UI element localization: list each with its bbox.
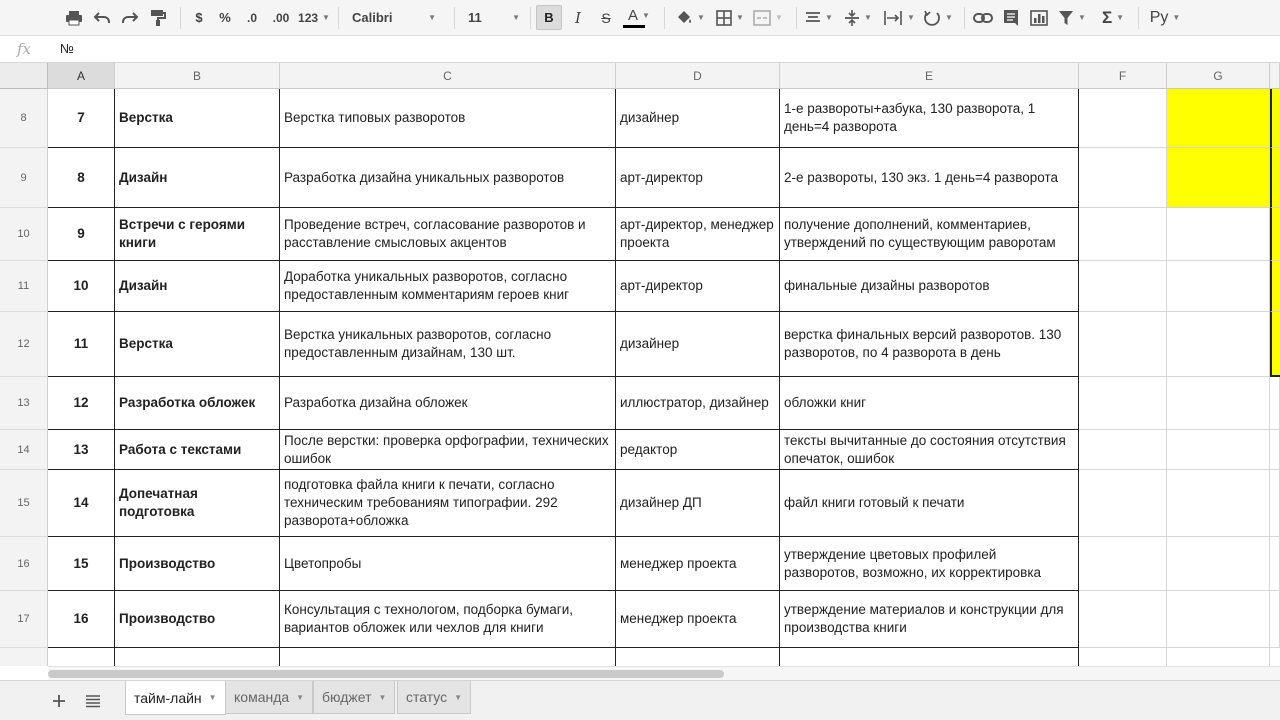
cell-a[interactable]: 7 bbox=[48, 89, 115, 148]
cell-h[interactable] bbox=[1270, 537, 1280, 591]
cell-e[interactable]: файл книги готовый к печати bbox=[780, 470, 1079, 537]
cell-h[interactable] bbox=[1270, 591, 1280, 648]
row-header[interactable]: 8 bbox=[0, 89, 48, 148]
column-header-b[interactable]: B bbox=[115, 63, 280, 89]
horizontal-align-icon[interactable]: ▼ bbox=[802, 5, 836, 30]
toolbar bbox=[0, 0, 1280, 36]
cell-b[interactable]: Верстка bbox=[115, 89, 280, 148]
insert-link-icon[interactable] bbox=[970, 5, 996, 30]
cell-a[interactable] bbox=[48, 648, 115, 666]
chevron-down-icon[interactable]: ▼ bbox=[296, 692, 305, 702]
text-rotation-icon[interactable]: ▼ bbox=[920, 5, 956, 30]
functions-button[interactable]: Σ ▼ bbox=[1101, 7, 1125, 27]
currency-format-button[interactable]: $ bbox=[195, 10, 203, 25]
cell-f[interactable] bbox=[1079, 148, 1167, 208]
cell-b[interactable]: Производство bbox=[115, 537, 280, 591]
cell-e[interactable]: утверждение цветовых профилей разворотов, возможно, их корректировка bbox=[780, 537, 1079, 591]
cell-b[interactable]: Разработка обложек bbox=[115, 377, 280, 430]
cell-d[interactable]: арт-директор bbox=[616, 148, 780, 208]
cell-h[interactable] bbox=[1270, 208, 1280, 261]
redo-icon[interactable] bbox=[118, 5, 142, 30]
cell-d[interactable]: дизайнер bbox=[616, 89, 780, 148]
cell-h[interactable] bbox=[1270, 261, 1280, 312]
cell-e[interactable]: верстка финальных версий разворотов. 130 разворотов, по 4 разворота в день bbox=[780, 312, 1079, 377]
cell-b[interactable]: Допечатная подготовка bbox=[115, 470, 280, 537]
table-row bbox=[0, 208, 1280, 261]
font-size-dropdown[interactable]: 11 ▼ bbox=[468, 10, 520, 25]
cell-f[interactable] bbox=[1079, 312, 1167, 377]
number-format-dropdown[interactable]: 123 ▼ bbox=[298, 10, 330, 25]
cell-d[interactable]: дизайнер ДП bbox=[616, 470, 780, 537]
column-header-g[interactable]: G bbox=[1167, 63, 1270, 89]
increase-decimal-button[interactable]: .00 bbox=[272, 10, 290, 25]
italic-button[interactable]: I bbox=[575, 8, 581, 27]
input-tools-button[interactable]: Ру ▼ bbox=[1149, 8, 1181, 26]
row-header[interactable]: 13 bbox=[0, 377, 48, 430]
cell-e[interactable]: обложки книг bbox=[780, 377, 1079, 430]
cell-d[interactable]: иллюстратор, дизайнер bbox=[616, 377, 780, 430]
cell-f[interactable] bbox=[1079, 470, 1167, 537]
table-row bbox=[0, 430, 1280, 470]
table-row bbox=[0, 470, 1280, 537]
filter-icon[interactable]: ▼ bbox=[1054, 5, 1090, 30]
text-color-button[interactable]: A ▼ bbox=[620, 5, 658, 30]
scrollbar-thumb[interactable] bbox=[48, 670, 724, 678]
column-header-d[interactable]: D bbox=[616, 63, 780, 89]
cell-d[interactable]: арт-директор bbox=[616, 261, 780, 312]
cell-e[interactable]: утверждение материалов и конструкции для производства книги bbox=[780, 591, 1079, 648]
paint-format-icon[interactable] bbox=[146, 5, 170, 30]
table-row bbox=[0, 648, 1280, 666]
cell-g[interactable] bbox=[1167, 430, 1270, 470]
cell-b[interactable]: Дизайн bbox=[115, 261, 280, 312]
cell-c[interactable] bbox=[280, 648, 616, 666]
cell-b[interactable] bbox=[115, 648, 280, 666]
row-header[interactable]: 15 bbox=[0, 470, 48, 537]
cell-a[interactable]: 11 bbox=[48, 312, 115, 377]
cell-f[interactable] bbox=[1079, 537, 1167, 591]
column-header-f[interactable]: F bbox=[1079, 63, 1167, 89]
cell-e[interactable]: 1-е развороты+азбука, 130 разворота, 1 день=4 разворота bbox=[780, 89, 1079, 148]
row-header[interactable]: 12 bbox=[0, 312, 48, 377]
sheet-tabs-bar bbox=[0, 680, 1280, 720]
borders-icon[interactable]: ▼ bbox=[712, 5, 748, 30]
cell-c[interactable]: Разработка дизайна уникальных разворотов bbox=[280, 148, 616, 208]
cell-f[interactable] bbox=[1079, 208, 1167, 261]
cell-g[interactable] bbox=[1167, 148, 1270, 208]
row-header[interactable]: 17 bbox=[0, 591, 48, 648]
formula-bar bbox=[0, 36, 1280, 63]
table-row bbox=[0, 89, 1280, 148]
bold-button[interactable]: B bbox=[536, 5, 562, 30]
cell-b[interactable]: Производство bbox=[115, 591, 280, 648]
fx-icon: fx bbox=[16, 40, 31, 58]
cell-b[interactable]: Встречи с героями книги bbox=[115, 208, 280, 261]
cell-e[interactable] bbox=[780, 648, 1079, 666]
cell-d[interactable] bbox=[616, 648, 780, 666]
table-row bbox=[0, 261, 1280, 312]
fill-color-icon[interactable]: ▼ bbox=[672, 5, 708, 30]
decrease-decimal-button[interactable]: .0 bbox=[246, 10, 257, 25]
strikethrough-button[interactable]: S bbox=[601, 9, 611, 26]
cell-b[interactable]: Верстка bbox=[115, 312, 280, 377]
cell-c[interactable]: Верстка уникальных разворотов, согласно предоставленным дизайнам, 130 шт. bbox=[280, 312, 616, 377]
all-sheets-menu-icon[interactable] bbox=[81, 689, 105, 713]
cell-c[interactable]: Доработка уникальных разворотов, согласно предоставленным комментариям героев книг bbox=[280, 261, 616, 312]
cell-a[interactable]: 10 bbox=[48, 261, 115, 312]
horizontal-scrollbar[interactable] bbox=[48, 666, 1280, 680]
chevron-down-icon[interactable]: ▼ bbox=[378, 692, 387, 702]
text-wrap-icon[interactable]: ▼ bbox=[880, 5, 918, 30]
vertical-align-icon[interactable]: ▼ bbox=[840, 5, 876, 30]
table-row bbox=[0, 148, 1280, 208]
cell-e[interactable]: финальные дизайны разворотов bbox=[780, 261, 1079, 312]
cell-h[interactable] bbox=[1270, 430, 1280, 470]
column-header-h[interactable] bbox=[1270, 63, 1280, 89]
insert-chart-icon[interactable] bbox=[1026, 5, 1052, 30]
cell-g[interactable] bbox=[1167, 208, 1270, 261]
cell-h[interactable] bbox=[1270, 148, 1280, 208]
percent-format-button[interactable]: % bbox=[219, 10, 231, 25]
formula-input[interactable]: № bbox=[60, 41, 74, 56]
chevron-down-icon[interactable]: ▼ bbox=[208, 693, 217, 702]
cell-f[interactable] bbox=[1079, 648, 1167, 666]
column-header-e[interactable]: E bbox=[780, 63, 1079, 89]
print-icon[interactable] bbox=[62, 5, 86, 30]
cell-d[interactable]: менеджер проекта bbox=[616, 591, 780, 648]
row-header[interactable]: 10 bbox=[0, 208, 48, 261]
cell-d[interactable]: арт-директор, менеджер проекта bbox=[616, 208, 780, 261]
cell-c[interactable]: Проведение встреч, согласование разворотов и расставление смысловых акцентов bbox=[280, 208, 616, 261]
cell-f[interactable] bbox=[1079, 377, 1167, 430]
row-header[interactable]: 14 bbox=[0, 430, 48, 470]
table-row bbox=[0, 591, 1280, 648]
font-family-dropdown[interactable]: Calibri ▼ bbox=[352, 10, 436, 25]
cell-e[interactable]: 2-е развороты, 130 экз. 1 день=4 разворота bbox=[780, 148, 1079, 208]
cell-c[interactable]: Верстка типовых разворотов bbox=[280, 89, 616, 148]
row-header[interactable] bbox=[0, 648, 48, 666]
merge-cells-icon[interactable]: ▼ bbox=[750, 5, 786, 30]
chevron-down-icon[interactable]: ▼ bbox=[454, 692, 463, 702]
cell-e[interactable]: тексты вычитанные до состояния отсутствия опечаток, ошибок bbox=[780, 430, 1079, 470]
cell-g[interactable] bbox=[1167, 261, 1270, 312]
sheet-tab-budget[interactable]: бюджет ▼ bbox=[313, 681, 395, 714]
sheet-tab-team[interactable]: команда ▼ bbox=[225, 681, 313, 714]
cell-a[interactable]: 15 bbox=[48, 537, 115, 591]
cell-b[interactable]: Работа с текстами bbox=[115, 430, 280, 470]
cell-c[interactable]: Разработка дизайна обложек bbox=[280, 377, 616, 430]
cell-g[interactable] bbox=[1167, 312, 1270, 377]
cell-c[interactable]: Цветопробы bbox=[280, 537, 616, 591]
cell-b[interactable]: Дизайн bbox=[115, 148, 280, 208]
cell-h[interactable] bbox=[1270, 89, 1280, 148]
cell-g[interactable] bbox=[1167, 591, 1270, 648]
cell-g[interactable] bbox=[1167, 648, 1270, 666]
cell-f[interactable] bbox=[1079, 430, 1167, 470]
cell-g[interactable] bbox=[1167, 89, 1270, 148]
cell-g[interactable] bbox=[1167, 537, 1270, 591]
column-header-a[interactable]: A bbox=[48, 63, 115, 89]
cell-h[interactable] bbox=[1270, 312, 1280, 377]
cell-c[interactable]: После верстки: проверка орфографии, технических ошибок bbox=[280, 430, 616, 470]
cell-a[interactable]: 9 bbox=[48, 208, 115, 261]
cell-c[interactable]: Консультация с технологом, подборка бумаги, вариантов обложек или чехлов для книги bbox=[280, 591, 616, 648]
row-header[interactable]: 9 bbox=[0, 148, 48, 208]
table-row bbox=[0, 377, 1280, 430]
add-sheet-icon[interactable] bbox=[47, 689, 71, 713]
undo-icon[interactable] bbox=[90, 5, 114, 30]
table-row bbox=[0, 537, 1280, 591]
row-header[interactable]: 11 bbox=[0, 261, 48, 312]
sheet-tab-status[interactable]: статус ▼ bbox=[397, 681, 471, 714]
cell-d[interactable]: дизайнер bbox=[616, 312, 780, 377]
cell-e[interactable]: получение дополнений, комментариев, утверждений по существующим раворотам bbox=[780, 208, 1079, 261]
cell-c[interactable]: подготовка файла книги к печати, согласно техническим требованиям типографии. 292 разворота+обложка bbox=[280, 470, 616, 537]
cell-a[interactable]: 16 bbox=[48, 591, 115, 648]
cell-f[interactable] bbox=[1079, 89, 1167, 148]
insert-comment-icon[interactable] bbox=[998, 5, 1024, 30]
cell-d[interactable]: редактор bbox=[616, 430, 780, 470]
cell-a[interactable]: 12 bbox=[48, 377, 115, 430]
cell-f[interactable] bbox=[1079, 261, 1167, 312]
cell-d[interactable]: менеджер проекта bbox=[616, 537, 780, 591]
cell-a[interactable]: 14 bbox=[48, 470, 115, 537]
column-header-c[interactable]: C bbox=[280, 63, 616, 89]
cell-h[interactable] bbox=[1270, 470, 1280, 537]
cell-a[interactable]: 8 bbox=[48, 148, 115, 208]
cell-g[interactable] bbox=[1167, 470, 1270, 537]
cell-f[interactable] bbox=[1079, 591, 1167, 648]
select-all-corner[interactable] bbox=[0, 63, 48, 89]
sheet-tab-timeline[interactable]: тайм-лайн ▼ bbox=[125, 681, 226, 715]
row-header[interactable]: 16 bbox=[0, 537, 48, 591]
cell-g[interactable] bbox=[1167, 377, 1270, 430]
cell-a[interactable]: 13 bbox=[48, 430, 115, 470]
table-row bbox=[0, 312, 1280, 377]
cell-h[interactable] bbox=[1270, 377, 1280, 430]
